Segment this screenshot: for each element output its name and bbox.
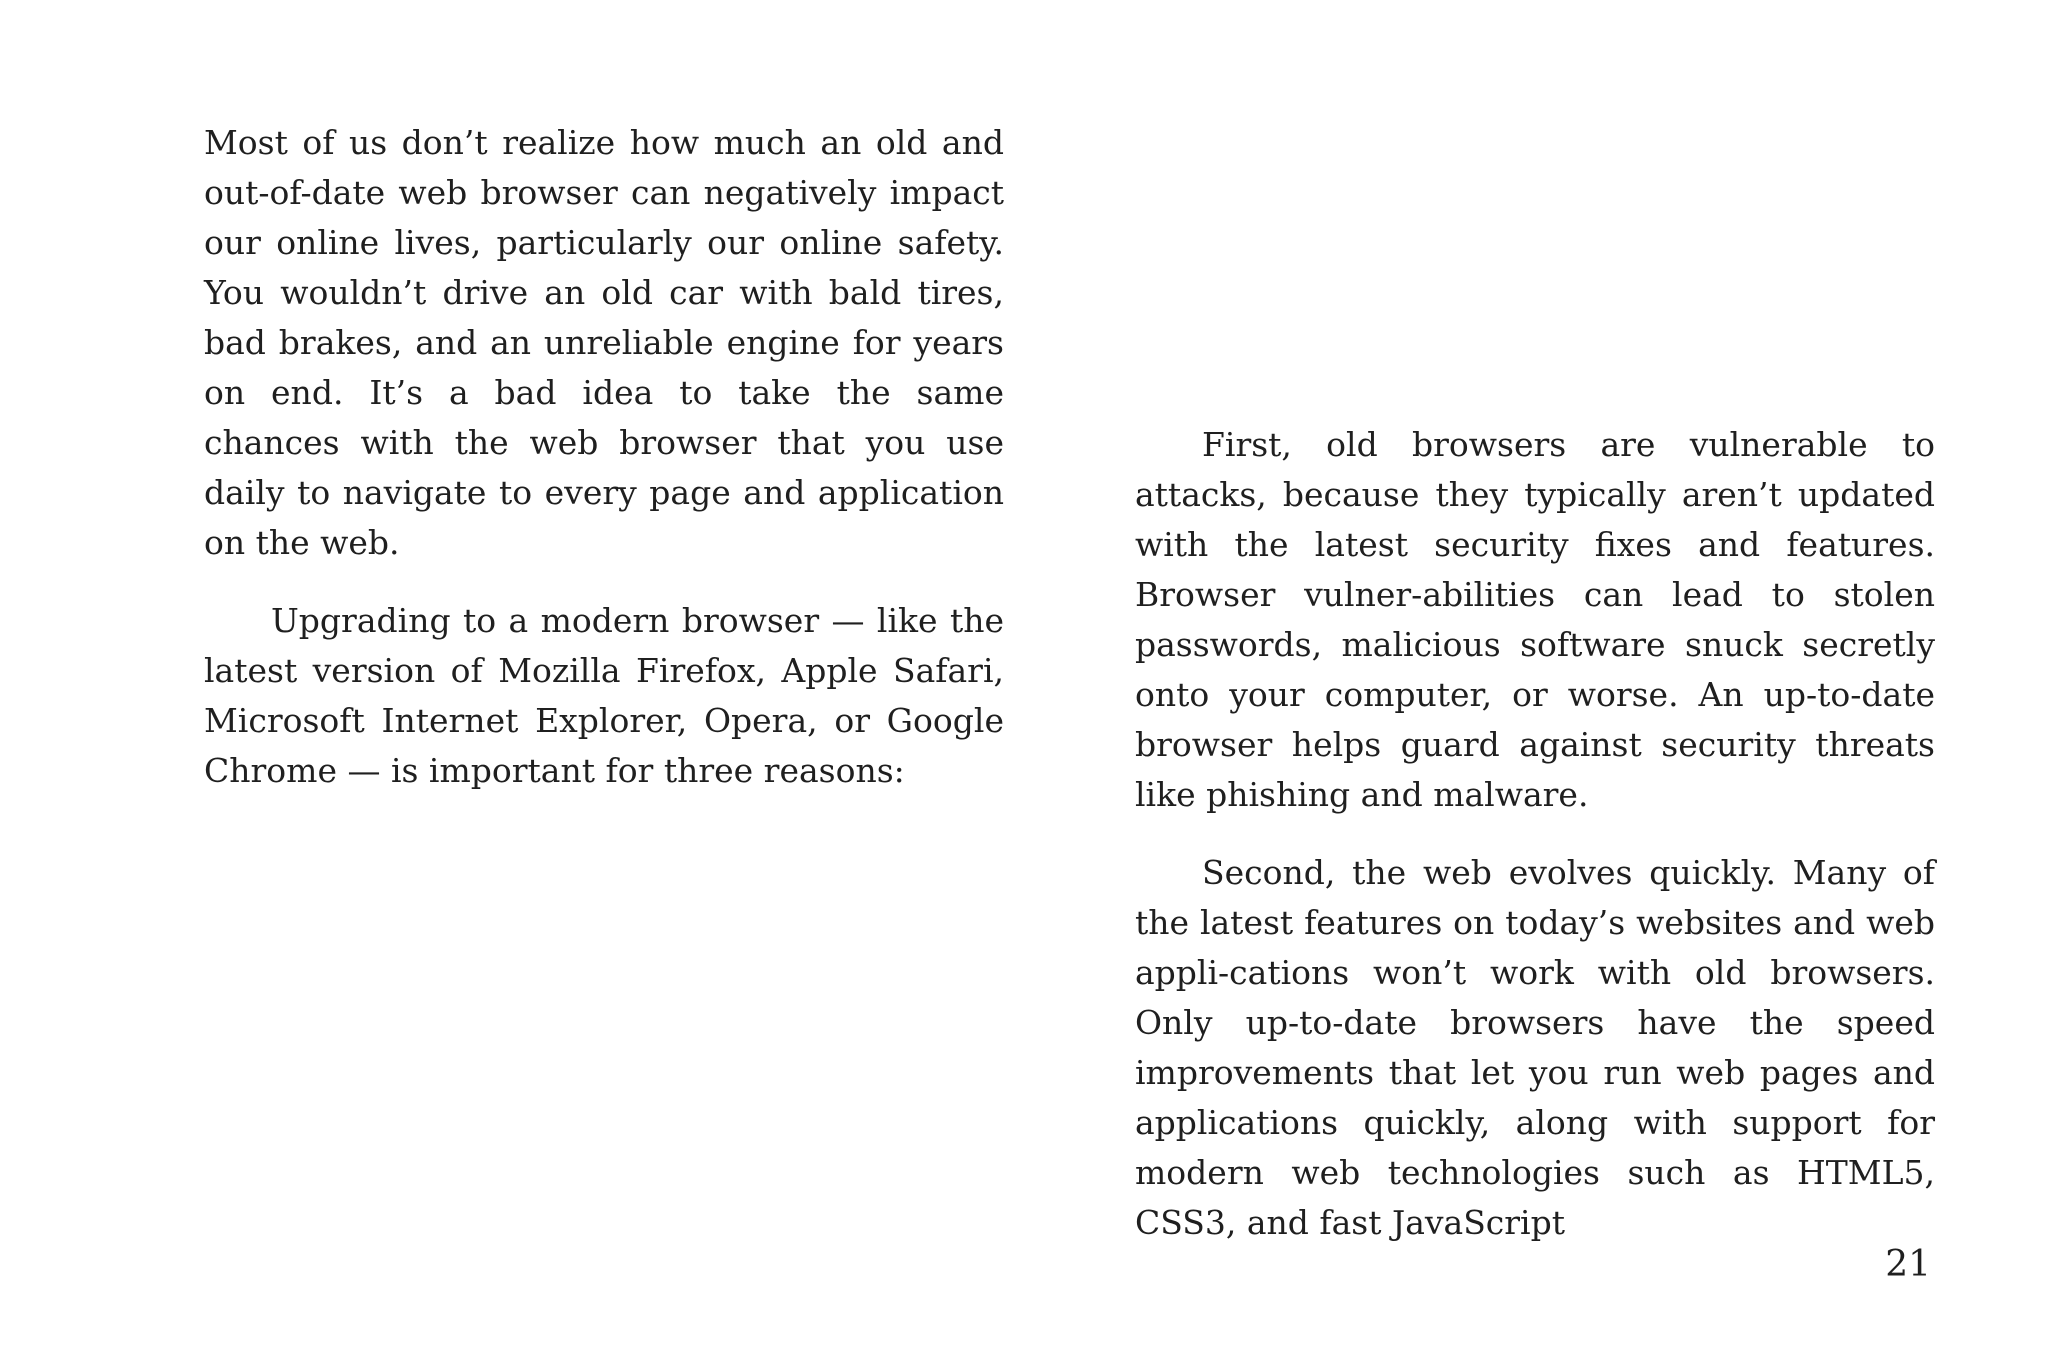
page-number: 21	[1885, 1244, 1931, 1285]
paragraph-intro: Most of us don’t realize how much an old and out-of-date web browser can negatively impact our online lives, particularly our online safety. You wouldn’t drive an old car with bald tires, bad brakes, and an unreliable engine for years on end. It’s a bad idea to take the same chances with the web browser that you use daily to navigate to every page and application on the web.	[204, 123, 1004, 562]
paragraph-first-reason: First, old browsers are vulnerable to attacks, because they typically aren’t updated with the latest security fixes and features. Browser vulner-abilities can lead to stolen passwords, malicious software snuck secretly onto your computer, or worse. An up-to-date browser helps guard against security threats like phishing and malware.	[1135, 425, 1935, 814]
right-column	[1135, 420, 1935, 1276]
left-column	[204, 118, 1004, 824]
paragraph-upgrading: Upgrading to a modern browser — like the latest version of Mozilla Firefox, Apple Safari, Microsoft Internet Explorer, Opera, or Google Chrome — is important for three reasons:	[204, 601, 1004, 790]
paragraph-second-reason: Second, the web evolves quickly. Many of the latest features on today’s websites and web appli-cations won’t work with old browsers. Only up-to-date browsers have the speed improvements that let you run web pages and applications quickly, along with support for modern web technologies such as HTML5, CSS3, and fast JavaScript	[1135, 853, 1935, 1242]
